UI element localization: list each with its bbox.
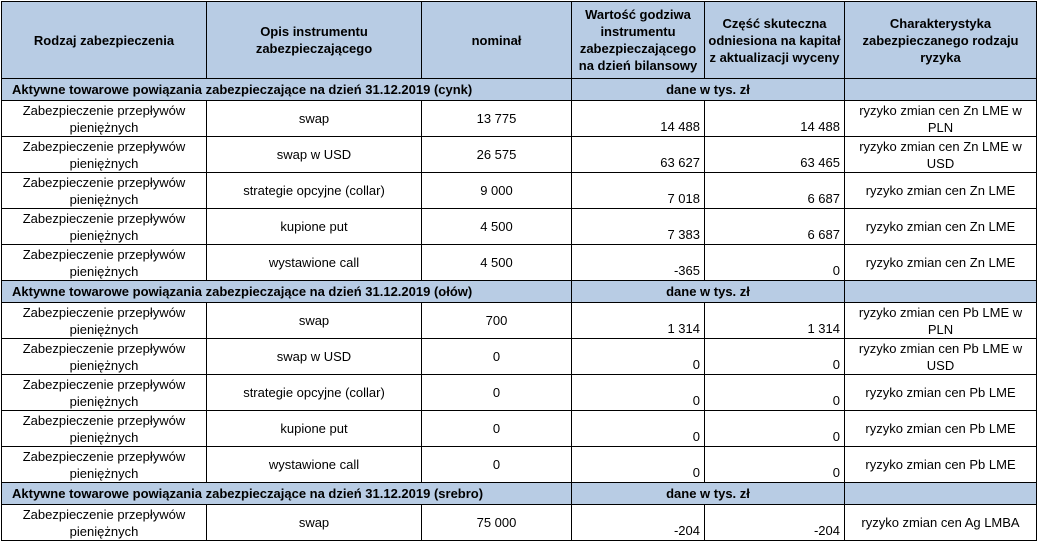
hedge-type-cell: Zabezpieczenie przepływów pieniężnych bbox=[2, 339, 207, 375]
table-row bbox=[2, 245, 1037, 281]
table-row bbox=[2, 137, 1037, 173]
effective-part-cell: 14 488 bbox=[705, 101, 845, 137]
table-row bbox=[2, 209, 1037, 245]
hedge-type-cell: Zabezpieczenie przepływów pieniężnych bbox=[2, 245, 207, 281]
section-title: Aktywne towarowe powiązania zabezpieczające na dzień 31.12.2019 (cynk) bbox=[2, 79, 572, 101]
risk-cell: ryzyko zmian cen Pb LME w USD bbox=[845, 339, 1037, 375]
hedge-type-cell: Zabezpieczenie przepływów pieniężnych bbox=[2, 137, 207, 173]
effective-part-cell: 0 bbox=[705, 339, 845, 375]
risk-cell: ryzyko zmian cen Pb LME w PLN bbox=[845, 303, 1037, 339]
section-row bbox=[2, 79, 1037, 101]
fair-value-cell: -365 bbox=[572, 245, 705, 281]
nominal-cell: 13 775 bbox=[422, 101, 572, 137]
fair-value-cell: 63 627 bbox=[572, 137, 705, 173]
nominal-cell: 26 575 bbox=[422, 137, 572, 173]
effective-part-cell: 6 687 bbox=[705, 209, 845, 245]
header-nominal: nominał bbox=[422, 2, 572, 79]
section-unit: dane w tys. zł bbox=[572, 79, 845, 101]
section-row bbox=[2, 483, 1037, 505]
header-row bbox=[2, 2, 1037, 79]
header-hedge-type: Rodzaj zabezpieczenia bbox=[2, 2, 207, 79]
risk-cell: ryzyko zmian cen Zn LME w PLN bbox=[845, 101, 1037, 137]
section-unit: dane w tys. zł bbox=[572, 281, 845, 303]
fair-value-cell: 0 bbox=[572, 339, 705, 375]
nominal-cell: 0 bbox=[422, 411, 572, 447]
section-empty-cell bbox=[845, 79, 1037, 101]
nominal-cell: 9 000 bbox=[422, 173, 572, 209]
effective-part-cell: 6 687 bbox=[705, 173, 845, 209]
hedge-type-cell: Zabezpieczenie przepływów pieniężnych bbox=[2, 505, 207, 541]
section-empty-cell bbox=[845, 483, 1037, 505]
section-title: Aktywne towarowe powiązania zabezpieczające na dzień 31.12.2019 (srebro) bbox=[2, 483, 572, 505]
effective-part-cell: 0 bbox=[705, 245, 845, 281]
table-row bbox=[2, 411, 1037, 447]
table-row bbox=[2, 375, 1037, 411]
nominal-cell: 700 bbox=[422, 303, 572, 339]
nominal-cell: 4 500 bbox=[422, 209, 572, 245]
hedge-table bbox=[1, 1, 1037, 541]
fair-value-cell: -204 bbox=[572, 505, 705, 541]
nominal-cell: 0 bbox=[422, 339, 572, 375]
risk-cell: ryzyko zmian cen Pb LME bbox=[845, 375, 1037, 411]
hedge-type-cell: Zabezpieczenie przepływów pieniężnych bbox=[2, 411, 207, 447]
instrument-cell: strategie opcyjne (collar) bbox=[207, 375, 422, 411]
effective-part-cell: 0 bbox=[705, 447, 845, 483]
effective-part-cell: -204 bbox=[705, 505, 845, 541]
hedge-type-cell: Zabezpieczenie przepływów pieniężnych bbox=[2, 101, 207, 137]
table-row bbox=[2, 173, 1037, 209]
fair-value-cell: 0 bbox=[572, 411, 705, 447]
instrument-cell: swap bbox=[207, 101, 422, 137]
table-row bbox=[2, 339, 1037, 375]
instrument-cell: wystawione call bbox=[207, 447, 422, 483]
fair-value-cell: 7 018 bbox=[572, 173, 705, 209]
nominal-cell: 0 bbox=[422, 447, 572, 483]
table-row bbox=[2, 447, 1037, 483]
table-row bbox=[2, 303, 1037, 339]
effective-part-cell: 63 465 bbox=[705, 137, 845, 173]
header-risk-characteristics: Charakterystyka zabezpieczanego rodzaju ryzyka bbox=[845, 2, 1037, 79]
hedge-type-cell: Zabezpieczenie przepływów pieniężnych bbox=[2, 209, 207, 245]
hedge-type-cell: Zabezpieczenie przepływów pieniężnych bbox=[2, 375, 207, 411]
instrument-cell: swap bbox=[207, 303, 422, 339]
instrument-cell: kupione put bbox=[207, 411, 422, 447]
fair-value-cell: 1 314 bbox=[572, 303, 705, 339]
section-unit: dane w tys. zł bbox=[572, 483, 845, 505]
instrument-cell: wystawione call bbox=[207, 245, 422, 281]
nominal-cell: 75 000 bbox=[422, 505, 572, 541]
risk-cell: ryzyko zmian cen Zn LME w USD bbox=[845, 137, 1037, 173]
section-row bbox=[2, 281, 1037, 303]
hedge-type-cell: Zabezpieczenie przepływów pieniężnych bbox=[2, 173, 207, 209]
instrument-cell: swap bbox=[207, 505, 422, 541]
effective-part-cell: 0 bbox=[705, 411, 845, 447]
risk-cell: ryzyko zmian cen Zn LME bbox=[845, 245, 1037, 281]
fair-value-cell: 14 488 bbox=[572, 101, 705, 137]
instrument-cell: strategie opcyjne (collar) bbox=[207, 173, 422, 209]
instrument-cell: kupione put bbox=[207, 209, 422, 245]
hedge-type-cell: Zabezpieczenie przepływów pieniężnych bbox=[2, 447, 207, 483]
risk-cell: ryzyko zmian cen Pb LME bbox=[845, 411, 1037, 447]
table-row bbox=[2, 505, 1037, 541]
effective-part-cell: 0 bbox=[705, 375, 845, 411]
section-empty-cell bbox=[845, 281, 1037, 303]
header-effective-part: Część skuteczna odniesiona na kapitał z aktualizacji wyceny bbox=[705, 2, 845, 79]
risk-cell: ryzyko zmian cen Zn LME bbox=[845, 209, 1037, 245]
table-row bbox=[2, 101, 1037, 137]
header-instrument-description: Opis instrumentu zabezpieczającego bbox=[207, 2, 422, 79]
risk-cell: ryzyko zmian cen Zn LME bbox=[845, 173, 1037, 209]
nominal-cell: 4 500 bbox=[422, 245, 572, 281]
nominal-cell: 0 bbox=[422, 375, 572, 411]
effective-part-cell: 1 314 bbox=[705, 303, 845, 339]
header-fair-value: Wartość godziwa instrumentu zabezpieczającego na dzień bilansowy bbox=[572, 2, 705, 79]
hedge-type-cell: Zabezpieczenie przepływów pieniężnych bbox=[2, 303, 207, 339]
fair-value-cell: 0 bbox=[572, 375, 705, 411]
section-title: Aktywne towarowe powiązania zabezpieczające na dzień 31.12.2019 (ołów) bbox=[2, 281, 572, 303]
fair-value-cell: 0 bbox=[572, 447, 705, 483]
instrument-cell: swap w USD bbox=[207, 137, 422, 173]
instrument-cell: swap w USD bbox=[207, 339, 422, 375]
risk-cell: ryzyko zmian cen Pb LME bbox=[845, 447, 1037, 483]
risk-cell: ryzyko zmian cen Ag LMBA bbox=[845, 505, 1037, 541]
fair-value-cell: 7 383 bbox=[572, 209, 705, 245]
